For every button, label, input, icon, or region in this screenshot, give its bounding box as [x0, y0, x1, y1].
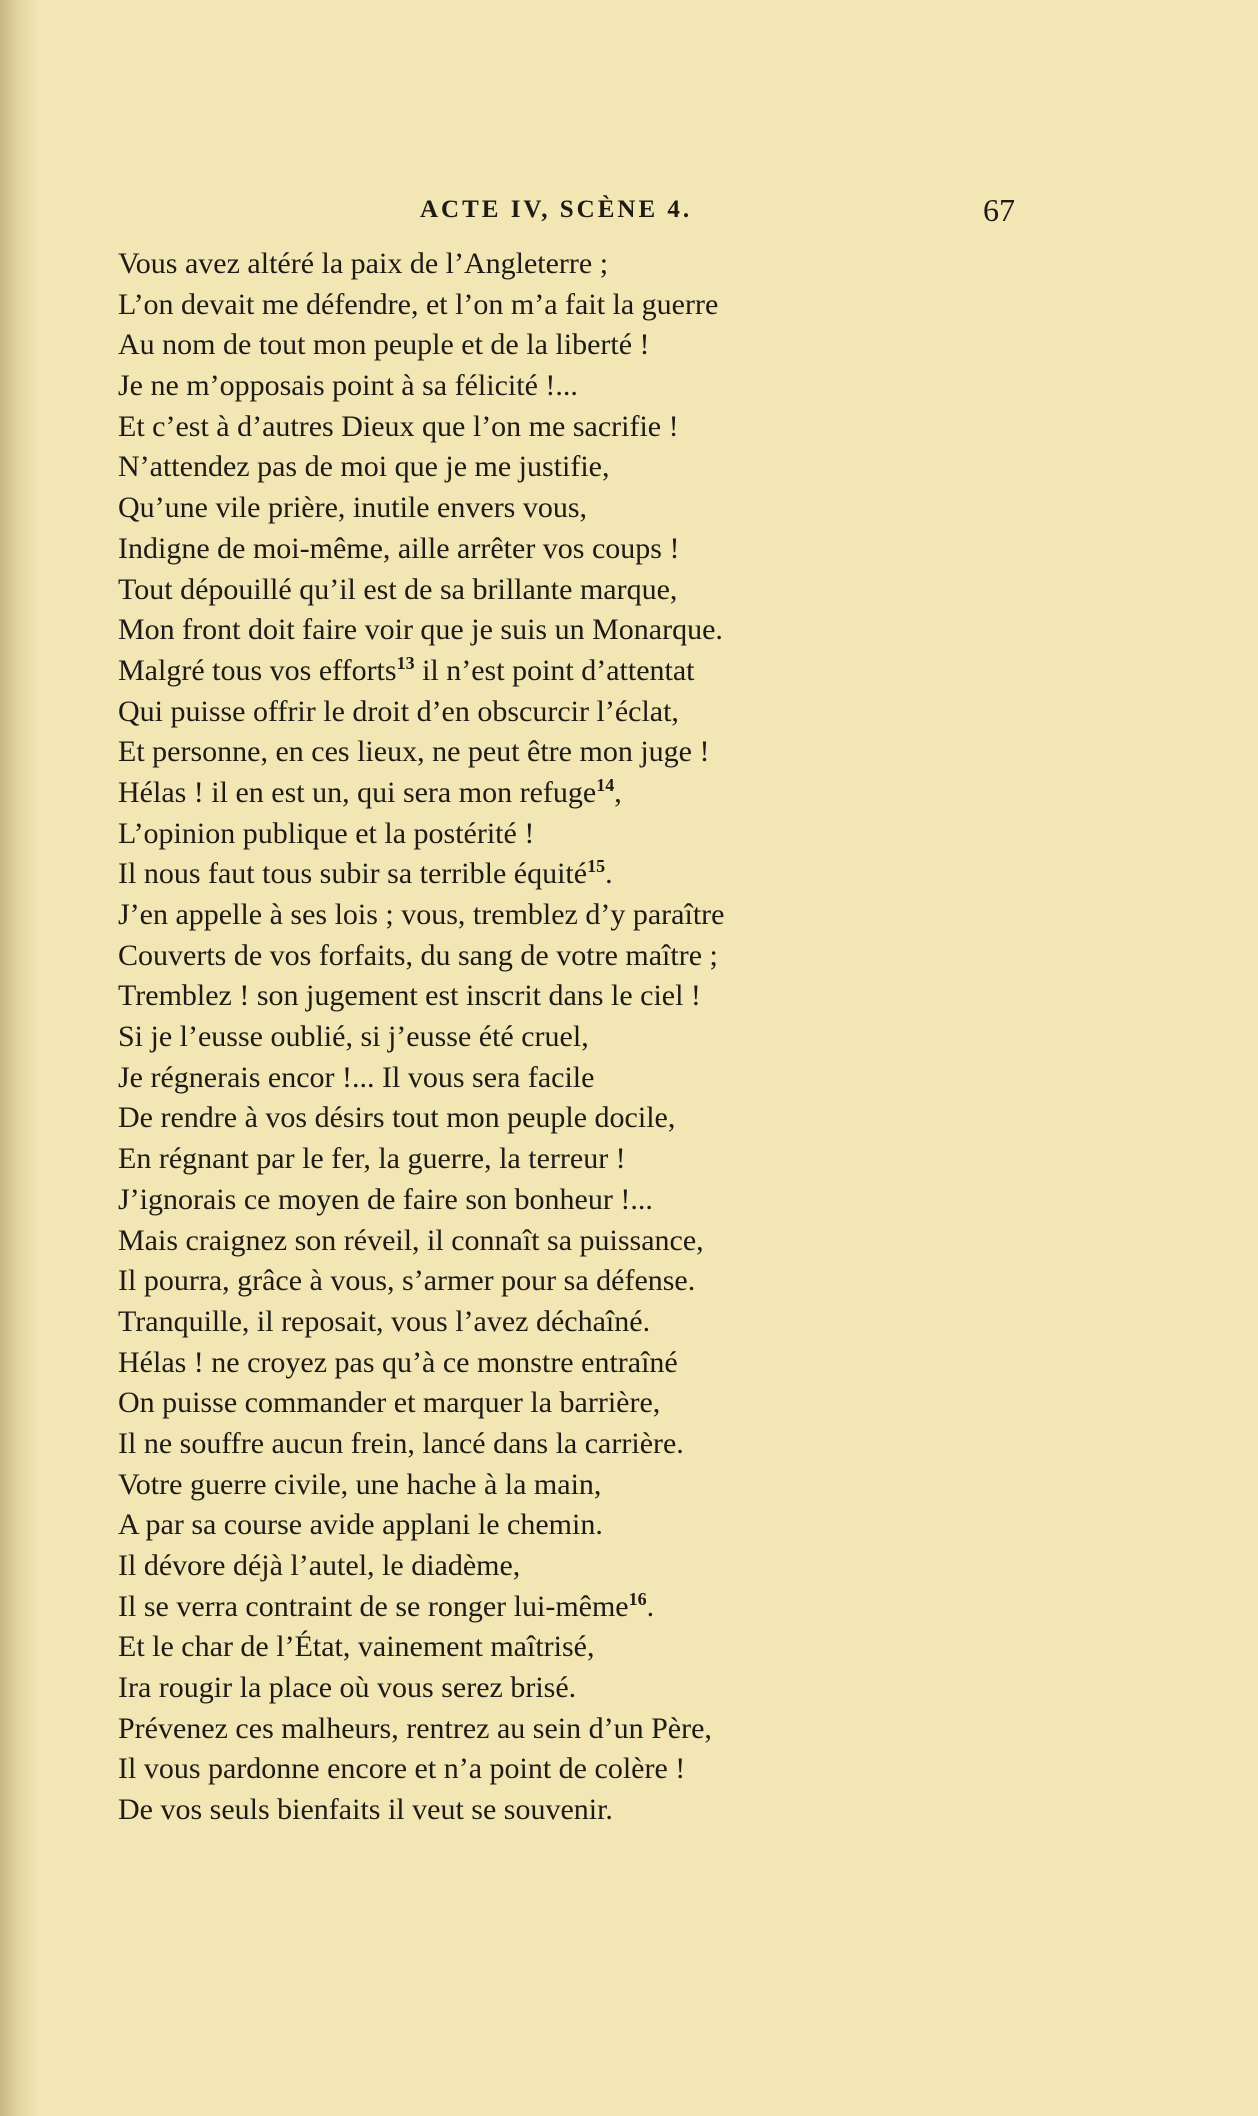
verse-line — [118, 1709, 1118, 1750]
verse-line — [118, 692, 1118, 733]
verse-text: Il se verra contraint de se ronger lui-même — [118, 1589, 629, 1623]
verse-text: On puisse commander et marquer la barrière, — [118, 1386, 661, 1420]
verse-text: Tout dépouillé qu’il est de sa brillante marque, — [118, 572, 678, 606]
verse-line — [118, 1546, 1118, 1587]
verse-text: De vos seuls bienfaits il veut se souvenir. — [118, 1793, 613, 1827]
verse-text: Votre guerre civile, une hache à la main, — [118, 1467, 602, 1501]
verse-line — [118, 814, 1118, 855]
verse-line — [118, 854, 1118, 895]
verse-line — [118, 1180, 1118, 1221]
footnote-ref: 13 — [396, 652, 415, 673]
verse-line — [118, 895, 1118, 936]
verse-line — [118, 773, 1118, 814]
verse-text: Couverts de vos forfaits, du sang de votre maître ; — [118, 938, 718, 972]
verse-line — [118, 651, 1118, 692]
verse-text: Hélas ! ne croyez pas qu’à ce monstre entraîné — [118, 1345, 678, 1379]
verse-text-continued: il n’est point d’attentat — [414, 653, 695, 687]
verse-text: Mon front doit faire voir que je suis un Monarque. — [118, 613, 723, 647]
verse-text: L’opinion publique et la postérité ! — [118, 816, 535, 850]
verse-line — [118, 1465, 1118, 1506]
verse-line — [118, 976, 1118, 1017]
footnote-ref: 14 — [596, 774, 615, 795]
verse-line — [118, 732, 1118, 773]
verse-text: Je régnerais encor !... Il vous sera facile — [118, 1060, 595, 1094]
verse-block — [118, 244, 1118, 1831]
verse-line — [118, 1017, 1118, 1058]
verse-line — [118, 407, 1118, 448]
verse-line — [118, 1139, 1118, 1180]
running-head-title: ACTE IV, SCÈNE 4. — [420, 196, 693, 223]
verse-text: Il ne souffre aucun frein, lancé dans la carrière. — [118, 1426, 684, 1460]
verse-text-continued: , — [614, 775, 622, 809]
verse-text: Il pourra, grâce à vous, s’armer pour sa défense. — [118, 1264, 696, 1298]
verse-text: Malgré tous vos efforts — [118, 653, 397, 687]
verse-text-continued: . — [646, 1589, 655, 1623]
verse-text: Il nous faut tous subir sa terrible équité — [118, 857, 588, 891]
verse-line — [118, 1587, 1118, 1628]
verse-text: En régnant par le fer, la guerre, la terreur ! — [118, 1142, 626, 1176]
verse-line — [118, 1749, 1118, 1790]
verse-text: N’attendez pas de moi que je me justifie, — [118, 450, 610, 484]
verse-line — [118, 1383, 1118, 1424]
verse-line — [118, 447, 1118, 488]
verse-text: Il vous pardonne encore et n’a point de colère ! — [118, 1752, 686, 1786]
footnote-ref: 15 — [587, 856, 606, 877]
verse-text: Ira rougir la place où vous serez brisé. — [118, 1671, 577, 1705]
verse-text: Hélas ! il en est un, qui sera mon refuge — [118, 775, 597, 809]
verse-line — [118, 610, 1118, 651]
verse-line — [118, 570, 1118, 611]
verse-line — [118, 1261, 1118, 1302]
verse-line — [118, 1505, 1118, 1546]
verse-text: Il dévore déjà l’autel, le diadème, — [118, 1549, 521, 1582]
verse-text-continued: . — [605, 857, 613, 891]
verse-text: Mais craignez son réveil, il connaît sa puissance, — [118, 1223, 704, 1257]
verse-line — [118, 1302, 1118, 1343]
verse-text: Tranquille, il reposait, vous l’avez déchaîné. — [118, 1304, 651, 1338]
verse-line — [118, 1790, 1118, 1831]
verse-line — [118, 1668, 1118, 1709]
verse-text: Au nom de tout mon peuple et de la liberté ! — [118, 328, 650, 362]
verse-text: Qu’une vile prière, inutile envers vous, — [118, 491, 588, 525]
verse-text: Et le char de l’État, vainement maîtrisé, — [118, 1630, 595, 1664]
verse-text: Vous avez altéré la paix de l’Angleterre ; — [118, 247, 609, 280]
verse-text: Et c’est à d’autres Dieux que l’on me sacrifie ! — [118, 409, 679, 443]
verse-line — [118, 325, 1118, 366]
verse-line — [118, 1627, 1118, 1668]
verse-text: Je ne m’opposais point à sa félicité !... — [118, 369, 578, 403]
page-number: 67 — [983, 192, 1015, 228]
verse-line — [118, 529, 1118, 570]
verse-text: Prévenez ces malheurs, rentrez au sein d’un Père, — [118, 1711, 712, 1745]
verse-line — [118, 285, 1118, 326]
verse-line — [118, 1058, 1118, 1099]
verse-line — [118, 1221, 1118, 1262]
verse-line — [118, 936, 1118, 977]
verse-text: Tremblez ! son jugement est inscrit dans le ciel ! — [118, 979, 701, 1013]
running-head — [0, 192, 1258, 232]
verse-text: L’on devait me défendre, et l’on m’a fait la guerre — [118, 287, 719, 321]
verse-line — [118, 1098, 1118, 1139]
verse-line — [118, 488, 1118, 529]
verse-text: Et personne, en ces lieux, ne peut être mon juge ! — [118, 735, 710, 769]
verse-text: J’en appelle à ses lois ; vous, tremblez d’y paraître — [118, 898, 725, 931]
verse-text: J’ignorais ce moyen de faire son bonheur !... — [118, 1182, 653, 1216]
footnote-ref: 16 — [628, 1588, 647, 1609]
verse-text: Indigne de moi-même, aille arrêter vos coups ! — [118, 531, 680, 565]
verse-text: Si je l’eusse oublié, si j’eusse été cruel, — [118, 1020, 589, 1054]
verse-line — [118, 1343, 1118, 1384]
verse-line — [118, 1424, 1118, 1465]
verse-text: A par sa course avide applani le chemin. — [118, 1508, 603, 1542]
verse-text: De rendre à vos désirs tout mon peuple docile, — [118, 1101, 676, 1135]
verse-text: Qui puisse offrir le droit d’en obscurcir l’éclat, — [118, 694, 679, 728]
verse-line — [118, 244, 1118, 285]
verse-line — [118, 366, 1118, 407]
